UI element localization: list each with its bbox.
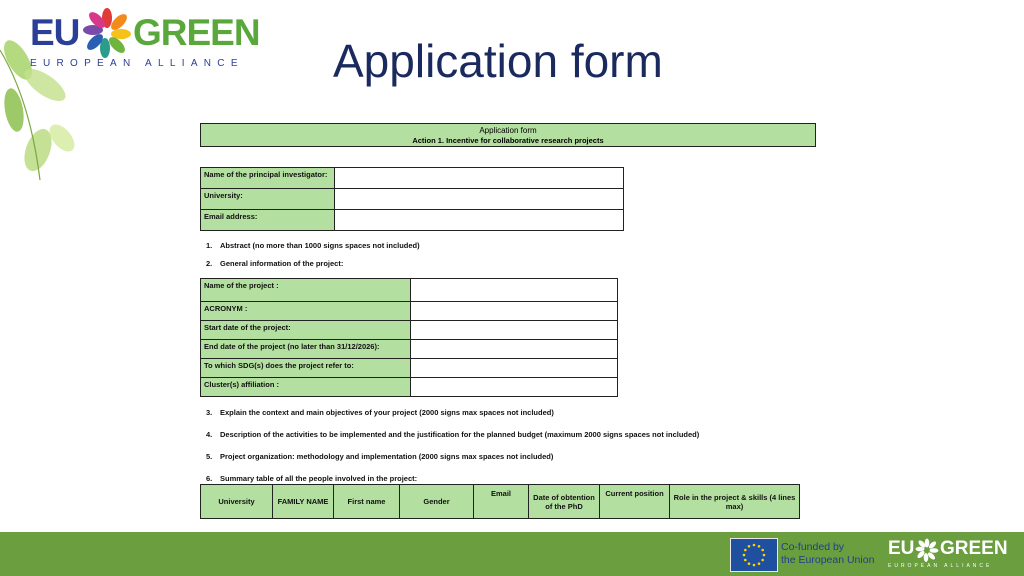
column-current-position: Current position (600, 485, 670, 519)
slide-title: Application form (333, 35, 663, 87)
column-email: Email (474, 485, 529, 519)
section-4 (206, 430, 699, 439)
email-field[interactable] (335, 210, 624, 231)
section-6-text: Summary table of all the people involved in the project: (220, 474, 418, 483)
section-1-number: 1. (206, 241, 213, 250)
cofunded-text (781, 541, 874, 567)
project-name-label: Name of the project : (201, 279, 411, 302)
sdg-label: To which SDG(s) does the project refer to: (201, 359, 411, 378)
investigator-table (200, 167, 624, 231)
investigator-name-field[interactable] (335, 168, 624, 189)
column-first-name: First name (334, 485, 400, 519)
flower-icon (81, 6, 133, 58)
sdg-field[interactable] (411, 359, 618, 378)
section-3-number: 3. (206, 408, 213, 417)
section-1 (206, 241, 420, 250)
section-4-number: 4. (206, 430, 213, 439)
eu-flag-icon (730, 538, 778, 572)
investigator-name-label: Name of the principal investigator: (201, 168, 335, 189)
end-date-field[interactable] (411, 340, 618, 359)
column-family-name: FAMILY NAME (273, 485, 334, 519)
footer-logo-tagline: EUROPEAN ALLIANCE (888, 563, 993, 569)
footer-flower-icon (915, 538, 939, 562)
logo-tagline: EUROPEAN ALLIANCE (30, 58, 244, 69)
acronym-field[interactable] (411, 302, 618, 321)
section-3-text: Explain the context and main objectives of your project (2000 signs max spaces not included) (220, 408, 554, 417)
form-header-subtitle: Action 1. Incentive for collaborative research projects (412, 136, 604, 145)
section-5-number: 5. (206, 452, 213, 461)
section-1-text: Abstract (no more than 1000 signs spaces not included) (220, 241, 420, 250)
footer-logo-green: GREEN (940, 538, 1008, 559)
cluster-field[interactable] (411, 378, 618, 397)
form-header (200, 123, 816, 147)
acronym-label: ACRONYM : (201, 302, 411, 321)
start-date-label: Start date of the project: (201, 321, 411, 340)
university-field[interactable] (335, 189, 624, 210)
section-5-text: Project organization: methodology and implementation (2000 signs max spaces not included) (220, 452, 554, 461)
form-header-title: Application form (479, 126, 537, 135)
start-date-field[interactable] (411, 321, 618, 340)
section-2 (206, 259, 343, 268)
eugreen-logo (30, 6, 260, 70)
cofunded-line-2: the European Union (781, 554, 875, 566)
section-2-number: 2. (206, 259, 213, 268)
email-label: Email address: (201, 210, 335, 231)
section-5 (206, 452, 553, 461)
section-2-text: General information of the project: (220, 259, 344, 268)
column-role: Role in the project & skills (4 lines max) (670, 485, 800, 519)
project-name-field[interactable] (411, 279, 618, 302)
column-university: University (201, 485, 273, 519)
cluster-label: Cluster(s) affiliation : (201, 378, 411, 397)
section-6-number: 6. (206, 474, 213, 483)
section-3 (206, 408, 554, 417)
logo-eu-text: EU (30, 12, 80, 53)
column-phd-date: Date of obtention of the PhD (529, 485, 600, 519)
footer-logo (888, 538, 1008, 572)
footer-logo-eu: EU (888, 538, 915, 559)
logo-green-text: GREEN (133, 12, 260, 53)
section-4-text: Description of the activities to be implemented and the justification for the planned budget (maximum 2000 signs spaces not included) (220, 430, 700, 439)
section-6 (206, 474, 417, 483)
form-document (192, 106, 818, 534)
people-table (200, 484, 800, 519)
cofunded-line-1: Co-funded by (781, 541, 845, 553)
project-table (200, 278, 618, 397)
column-gender: Gender (400, 485, 474, 519)
end-date-label: End date of the project (no later than 31/12/2026): (201, 340, 411, 359)
university-label: University: (201, 189, 335, 210)
